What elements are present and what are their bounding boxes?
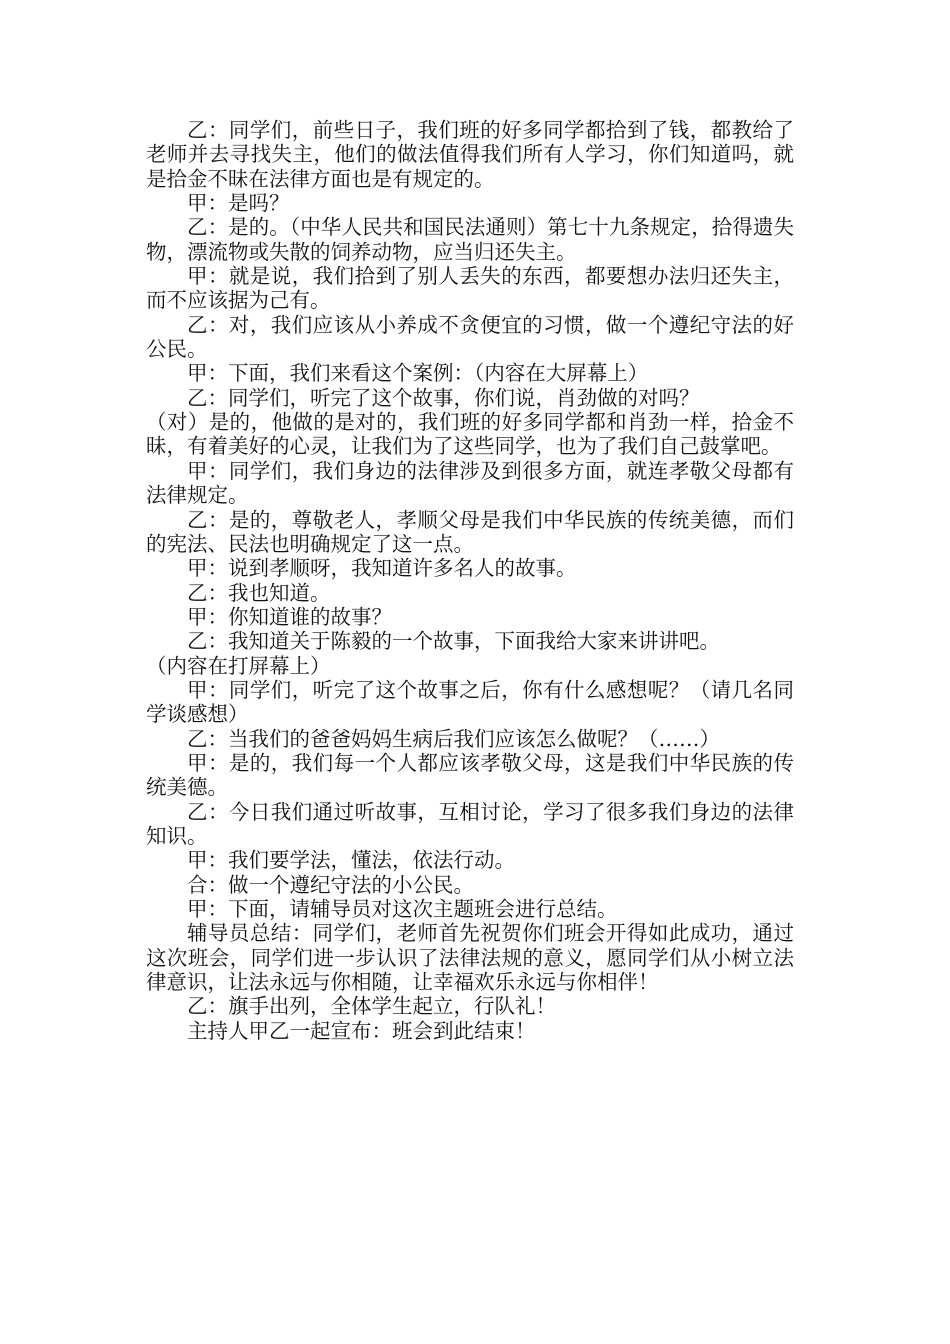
paragraph: 乙：同学们，前些日子，我们班的好多同学都拾到了钱，都教给了老师并去寻找失主，他们的做法值得我们所有人学习，你们知道吗，就是拾金不昧在法律方面也是有规定的。 <box>146 118 794 191</box>
paragraph: 乙：是的，尊敬老人，孝顺父母是我们中华民族的传统美德，而们的宪法、民法也明确规定了这一点。 <box>146 507 794 556</box>
document-body <box>146 118 794 1043</box>
paragraph: 乙：旗手出列，全体学生起立，行队礼！ <box>187 994 556 1019</box>
paragraph: 甲：是的，我们每一个人都应该孝敬父母，这是我们中华民族的传统美德。 <box>146 750 794 800</box>
paragraph: 乙：我也知道。 <box>187 580 331 605</box>
paragraph: 甲：就是说，我们拾到了别人丢失的东西，都要想办法归还失主，而不应该据为己有。 <box>146 264 794 313</box>
paragraph: （内容在打屏幕上） <box>146 653 331 678</box>
paragraph: 乙：今日我们通过听故事，互相讨论，学习了很多我们身边的法律知识。 <box>146 799 794 848</box>
paragraph: 甲：下面，请辅导员对这次主题班会进行总结。 <box>187 897 618 921</box>
paragraph: 甲：说到孝顺呀，我知道许多名人的故事。 <box>187 556 577 581</box>
paragraph: 乙：对，我们应该从小养成不贪便宜的习惯，做一个遵纪守法的好公民。 <box>146 312 794 362</box>
paragraph: 乙：当我们的爸爸妈妈生病后我们应该怎么做呢？（……） <box>187 726 720 751</box>
paragraph: 甲：你知道谁的故事？ <box>187 604 392 629</box>
paragraph: 主持人甲乙一起宣布：班会到此结束！ <box>187 1018 536 1043</box>
paragraph: 甲：同学们，我们身边的法律涉及到很多方面，就连孝敬父母都有法律规定。 <box>146 458 794 508</box>
paragraph: 甲：我们要学法，懂法，依法行动。 <box>187 848 515 873</box>
paragraph: 乙：是的。（中华人民共和国民法通则）第七十九条规定，拾得遗失物，漂流物或失散的饲养动物，应当归还失主。 <box>146 215 794 264</box>
paragraph: 甲：同学们，听完了这个故事之后，你有什么感想呢？（请几名同学谈感想） <box>146 677 794 727</box>
paragraph: 乙：同学们，听完了这个故事，你们说，肖劲做的对吗？ <box>187 385 700 410</box>
paragraph: 甲：下面，我们来看这个案例：（内容在大屏幕上） <box>187 361 649 386</box>
paragraph: 乙：我知道关于陈毅的一个故事，下面我给大家来讲讲吧。 <box>187 629 720 654</box>
paragraph: 辅导员总结：同学们，老师首先祝贺你们班会开得如此成功，通过这次班会，同学们进一步认识了法律法规的意义，愿同学们从小树立法律意识，让法永远与你相随，让幸福欢乐永远与你相伴！ <box>146 921 794 995</box>
paragraph: 合：做一个遵纪守法的小公民。 <box>187 872 474 897</box>
paragraph: （对）是的，他做的是对的，我们班的好多同学都和肖劲一样，拾金不昧，有着美好的心灵，让我们为了这些同学，也为了我们自己鼓掌吧。 <box>146 410 794 459</box>
paragraph: 甲：是吗？ <box>187 191 290 216</box>
